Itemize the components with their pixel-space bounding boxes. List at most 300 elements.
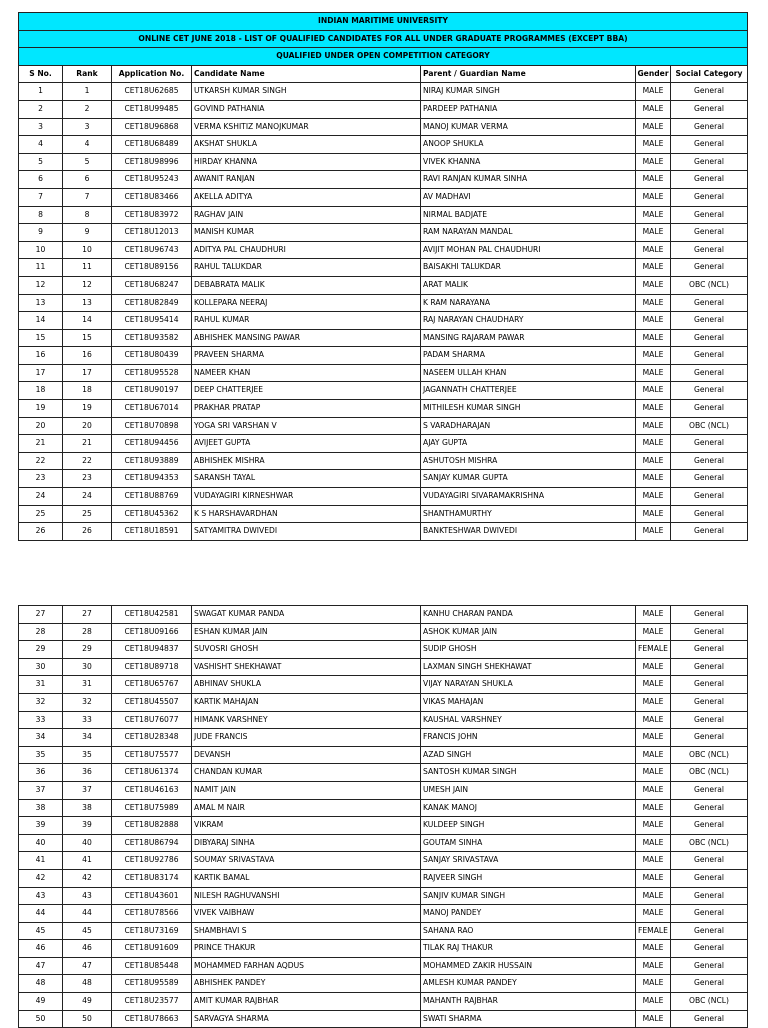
social-category-cell: General — [671, 641, 748, 659]
sno-cell: 11 — [19, 259, 63, 277]
rank-cell: 3 — [63, 118, 112, 136]
candidate-name-cell: NAMEER KHAN — [192, 364, 421, 382]
social-category-cell: General — [671, 852, 748, 870]
candidate-name-cell: RAGHAV JAIN — [192, 206, 421, 224]
application-no-cell: CET18U45362 — [112, 505, 192, 523]
gender-cell: MALE — [636, 957, 671, 975]
table-row — [19, 746, 748, 764]
rank-cell: 50 — [63, 1010, 112, 1028]
gender-cell: MALE — [636, 852, 671, 870]
candidate-name-cell: HIMANK VARSHNEY — [192, 711, 421, 729]
candidate-name-cell: ABHINAV SHUKLA — [192, 676, 421, 694]
sno-cell: 5 — [19, 153, 63, 171]
parent-name-cell: MANOJ KUMAR VERMA — [421, 118, 636, 136]
social-category-cell: General — [671, 957, 748, 975]
table-row — [19, 364, 748, 382]
gender-cell: MALE — [636, 1010, 671, 1028]
gender-cell: MALE — [636, 711, 671, 729]
parent-name-cell: PADAM SHARMA — [421, 347, 636, 365]
parent-name-cell: NIRAJ KUMAR SINGH — [421, 83, 636, 101]
table-row — [19, 136, 748, 154]
social-category-cell: General — [671, 206, 748, 224]
table-row — [19, 206, 748, 224]
application-no-cell: CET18U94456 — [112, 435, 192, 453]
rank-cell: 1 — [63, 83, 112, 101]
sno-cell: 6 — [19, 171, 63, 189]
rank-cell: 25 — [63, 505, 112, 523]
application-no-cell: CET18U18591 — [112, 523, 192, 541]
table-row — [19, 118, 748, 136]
candidate-name-cell: SARVAGYA SHARMA — [192, 1010, 421, 1028]
application-no-cell: CET18U23577 — [112, 993, 192, 1011]
rank-cell: 41 — [63, 852, 112, 870]
candidate-name-cell: JUDE FRANCIS — [192, 729, 421, 747]
candidate-name-cell: VUDAYAGIRI KIRNESHWAR — [192, 488, 421, 506]
sno-cell: 46 — [19, 940, 63, 958]
candidate-name-cell: UTKARSH KUMAR SINGH — [192, 83, 421, 101]
table-row — [19, 940, 748, 958]
gender-cell: MALE — [636, 523, 671, 541]
candidate-name-cell: RAHUL TALUKDAR — [192, 259, 421, 277]
header-list-title-row — [19, 30, 748, 48]
rank-cell: 21 — [63, 435, 112, 453]
social-category-cell: General — [671, 188, 748, 206]
table-row — [19, 276, 748, 294]
application-no-cell: CET18U94353 — [112, 470, 192, 488]
table-row — [19, 488, 748, 506]
table-row — [19, 100, 748, 118]
rank-cell: 10 — [63, 241, 112, 259]
gender-cell: MALE — [636, 623, 671, 641]
candidate-name-cell: KARTIK MAHAJAN — [192, 693, 421, 711]
social-category-cell: General — [671, 817, 748, 835]
sno-cell: 35 — [19, 746, 63, 764]
gender-cell: MALE — [636, 400, 671, 418]
application-no-cell: CET18U83174 — [112, 869, 192, 887]
sno-cell: 33 — [19, 711, 63, 729]
rank-cell: 18 — [63, 382, 112, 400]
gender-cell: MALE — [636, 781, 671, 799]
gender-cell: MALE — [636, 417, 671, 435]
rank-cell: 23 — [63, 470, 112, 488]
gender-cell: MALE — [636, 171, 671, 189]
parent-name-cell: FRANCIS JOHN — [421, 729, 636, 747]
gender-cell: MALE — [636, 347, 671, 365]
rank-cell: 38 — [63, 799, 112, 817]
table-row — [19, 869, 748, 887]
social-category-cell: General — [671, 83, 748, 101]
table-row — [19, 711, 748, 729]
social-category-cell: General — [671, 488, 748, 506]
parent-name-cell: PARDEEP PATHANIA — [421, 100, 636, 118]
table-row — [19, 693, 748, 711]
application-no-cell: CET18U95414 — [112, 312, 192, 330]
parent-name-cell: MOHAMMED ZAKIR HUSSAIN — [421, 957, 636, 975]
parent-name-cell: ARAT MALIK — [421, 276, 636, 294]
candidate-name-cell: ESHAN KUMAR JAIN — [192, 623, 421, 641]
social-category-cell: General — [671, 329, 748, 347]
application-no-cell: CET18U68247 — [112, 276, 192, 294]
col-header-rank: Rank — [63, 65, 112, 83]
qualified-candidates-table-page1 — [18, 12, 748, 541]
table-row — [19, 452, 748, 470]
gender-cell: MALE — [636, 224, 671, 242]
parent-name-cell: VIKAS MAHAJAN — [421, 693, 636, 711]
candidate-name-cell: DEEP CHATTERJEE — [192, 382, 421, 400]
table-row — [19, 764, 748, 782]
social-category-cell: OBC (NCL) — [671, 764, 748, 782]
rank-cell: 13 — [63, 294, 112, 312]
sno-cell: 10 — [19, 241, 63, 259]
sno-cell: 44 — [19, 905, 63, 923]
rank-cell: 30 — [63, 658, 112, 676]
parent-name-cell: AVIJIT MOHAN PAL CHAUDHURI — [421, 241, 636, 259]
gender-cell: MALE — [636, 505, 671, 523]
table-row — [19, 658, 748, 676]
social-category-cell: General — [671, 171, 748, 189]
gender-cell: MALE — [636, 764, 671, 782]
sno-cell: 23 — [19, 470, 63, 488]
social-category-cell: General — [671, 118, 748, 136]
table-row — [19, 523, 748, 541]
gender-cell: MALE — [636, 206, 671, 224]
table-row — [19, 623, 748, 641]
rank-cell: 46 — [63, 940, 112, 958]
table-row — [19, 188, 748, 206]
sno-cell: 43 — [19, 887, 63, 905]
candidate-name-cell: DIBYARAJ SINHA — [192, 834, 421, 852]
application-no-cell: CET18U96868 — [112, 118, 192, 136]
table-row — [19, 400, 748, 418]
rank-cell: 35 — [63, 746, 112, 764]
application-no-cell: CET18U43601 — [112, 887, 192, 905]
candidate-name-cell: MOHAMMED FARHAN AQDUS — [192, 957, 421, 975]
rank-cell: 22 — [63, 452, 112, 470]
rank-cell: 6 — [63, 171, 112, 189]
rank-cell: 36 — [63, 764, 112, 782]
rank-cell: 11 — [63, 259, 112, 277]
sno-cell: 17 — [19, 364, 63, 382]
candidate-name-cell: MANISH KUMAR — [192, 224, 421, 242]
gender-cell: MALE — [636, 658, 671, 676]
candidate-name-cell: AMIT KUMAR RAJBHAR — [192, 993, 421, 1011]
parent-name-cell: BAISAKHI TALUKDAR — [421, 259, 636, 277]
gender-cell: MALE — [636, 452, 671, 470]
table-row — [19, 905, 748, 923]
rank-cell: 4 — [63, 136, 112, 154]
candidate-name-cell: PRAKHAR PRATAP — [192, 400, 421, 418]
sno-cell: 38 — [19, 799, 63, 817]
header-university-row — [19, 13, 748, 31]
social-category-cell: General — [671, 523, 748, 541]
gender-cell: MALE — [636, 382, 671, 400]
parent-name-cell: SANJIV KUMAR SINGH — [421, 887, 636, 905]
gender-cell: MALE — [636, 746, 671, 764]
candidate-name-cell: ADITYA PAL CHAUDHURI — [192, 241, 421, 259]
candidate-name-cell: HIRDAY KHANNA — [192, 153, 421, 171]
table-row — [19, 312, 748, 330]
application-no-cell: CET18U98996 — [112, 153, 192, 171]
application-no-cell: CET18U28348 — [112, 729, 192, 747]
rank-cell: 47 — [63, 957, 112, 975]
application-no-cell: CET18U95243 — [112, 171, 192, 189]
application-no-cell: CET18U62685 — [112, 83, 192, 101]
application-no-cell: CET18U78566 — [112, 905, 192, 923]
table-row — [19, 606, 748, 624]
gender-cell: MALE — [636, 940, 671, 958]
rank-cell: 26 — [63, 523, 112, 541]
parent-name-cell: MANSING RAJARAM PAWAR — [421, 329, 636, 347]
table-row — [19, 417, 748, 435]
parent-name-cell: MITHILESH KUMAR SINGH — [421, 400, 636, 418]
parent-name-cell: AMLESH KUMAR PANDEY — [421, 975, 636, 993]
candidate-name-cell: SOUMAY SRIVASTAVA — [192, 852, 421, 870]
candidate-name-cell: DEBABRATA MALIK — [192, 276, 421, 294]
table-row — [19, 922, 748, 940]
application-no-cell: CET18U93889 — [112, 452, 192, 470]
sno-cell: 34 — [19, 729, 63, 747]
sno-cell: 1 — [19, 83, 63, 101]
rank-cell: 28 — [63, 623, 112, 641]
rank-cell: 14 — [63, 312, 112, 330]
application-no-cell: CET18U95528 — [112, 364, 192, 382]
application-no-cell: CET18U61374 — [112, 764, 192, 782]
application-no-cell: CET18U89718 — [112, 658, 192, 676]
sno-cell: 20 — [19, 417, 63, 435]
parent-name-cell: LAXMAN SINGH SHEKHAWAT — [421, 658, 636, 676]
rank-cell: 39 — [63, 817, 112, 835]
application-no-cell: CET18U67014 — [112, 400, 192, 418]
header-category-row — [19, 48, 748, 66]
gender-cell: MALE — [636, 294, 671, 312]
rank-cell: 12 — [63, 276, 112, 294]
application-no-cell: CET18U80439 — [112, 347, 192, 365]
table-row — [19, 224, 748, 242]
table-row — [19, 957, 748, 975]
social-category-cell: General — [671, 224, 748, 242]
rank-cell: 27 — [63, 606, 112, 624]
parent-name-cell: SANTOSH KUMAR SINGH — [421, 764, 636, 782]
candidate-name-cell: ABHISHEK MANSING PAWAR — [192, 329, 421, 347]
candidate-name-cell: SHAMBHAVI S — [192, 922, 421, 940]
sno-cell: 50 — [19, 1010, 63, 1028]
candidate-name-cell: ABHISHEK PANDEY — [192, 975, 421, 993]
social-category-cell: General — [671, 505, 748, 523]
application-no-cell: CET18U73169 — [112, 922, 192, 940]
candidate-name-cell: NAMIT JAIN — [192, 781, 421, 799]
sno-cell: 13 — [19, 294, 63, 312]
table-row — [19, 975, 748, 993]
table-row — [19, 641, 748, 659]
social-category-cell: General — [671, 435, 748, 453]
gender-cell: MALE — [636, 729, 671, 747]
parent-name-cell: SUDIP GHOSH — [421, 641, 636, 659]
rank-cell: 48 — [63, 975, 112, 993]
table-row — [19, 505, 748, 523]
sno-cell: 37 — [19, 781, 63, 799]
col-header-gender: Gender — [636, 65, 671, 83]
parent-name-cell: RAVI RANJAN KUMAR SINHA — [421, 171, 636, 189]
table-row — [19, 852, 748, 870]
parent-name-cell: S VARADHARAJAN — [421, 417, 636, 435]
parent-name-cell: TILAK RAJ THAKUR — [421, 940, 636, 958]
candidate-name-cell: AVIJEET GUPTA — [192, 435, 421, 453]
gender-cell: MALE — [636, 153, 671, 171]
parent-name-cell: GOUTAM SINHA — [421, 834, 636, 852]
rank-cell: 19 — [63, 400, 112, 418]
sno-cell: 8 — [19, 206, 63, 224]
gender-cell: MALE — [636, 118, 671, 136]
application-no-cell: CET18U96743 — [112, 241, 192, 259]
sno-cell: 9 — [19, 224, 63, 242]
application-no-cell: CET18U09166 — [112, 623, 192, 641]
social-category-cell: General — [671, 975, 748, 993]
application-no-cell: CET18U76077 — [112, 711, 192, 729]
gender-cell: MALE — [636, 276, 671, 294]
sno-cell: 12 — [19, 276, 63, 294]
candidate-name-cell: VASHISHT SHEKHAWAT — [192, 658, 421, 676]
rank-cell: 9 — [63, 224, 112, 242]
gender-cell: MALE — [636, 259, 671, 277]
gender-cell: MALE — [636, 100, 671, 118]
candidate-name-cell: K S HARSHAVARDHAN — [192, 505, 421, 523]
candidate-name-cell: VIKRAM — [192, 817, 421, 835]
application-no-cell: CET18U85448 — [112, 957, 192, 975]
rank-cell: 20 — [63, 417, 112, 435]
gender-cell: MALE — [636, 817, 671, 835]
social-category-cell: General — [671, 729, 748, 747]
gender-cell: FEMALE — [636, 922, 671, 940]
rank-cell: 43 — [63, 887, 112, 905]
rank-cell: 44 — [63, 905, 112, 923]
gender-cell: MALE — [636, 676, 671, 694]
candidate-name-cell: RAHUL KUMAR — [192, 312, 421, 330]
sno-cell: 41 — [19, 852, 63, 870]
table-row — [19, 834, 748, 852]
application-no-cell: CET18U89156 — [112, 259, 192, 277]
parent-name-cell: ANOOP SHUKLA — [421, 136, 636, 154]
table-row — [19, 241, 748, 259]
rank-cell: 15 — [63, 329, 112, 347]
application-no-cell: CET18U91609 — [112, 940, 192, 958]
table-row — [19, 153, 748, 171]
col-header-candidate-name: Candidate Name — [192, 65, 421, 83]
application-no-cell: CET18U82849 — [112, 294, 192, 312]
parent-name-cell: BANKTESHWAR DWIVEDI — [421, 523, 636, 541]
social-category-cell: General — [671, 658, 748, 676]
sno-cell: 32 — [19, 693, 63, 711]
parent-name-cell: VUDAYAGIRI SIVARAMAKRISHNA — [421, 488, 636, 506]
table-row — [19, 729, 748, 747]
parent-name-cell: SWATI SHARMA — [421, 1010, 636, 1028]
rank-cell: 31 — [63, 676, 112, 694]
sno-cell: 45 — [19, 922, 63, 940]
table-row — [19, 781, 748, 799]
sno-cell: 4 — [19, 136, 63, 154]
sno-cell: 18 — [19, 382, 63, 400]
gender-cell: MALE — [636, 905, 671, 923]
gender-cell: MALE — [636, 188, 671, 206]
social-category-cell: General — [671, 623, 748, 641]
application-no-cell: CET18U83466 — [112, 188, 192, 206]
table-row — [19, 887, 748, 905]
candidate-name-cell: PRAVEEN SHARMA — [192, 347, 421, 365]
parent-name-cell: MAHANTH RAJBHAR — [421, 993, 636, 1011]
application-no-cell: CET18U68489 — [112, 136, 192, 154]
gender-cell: MALE — [636, 606, 671, 624]
application-no-cell: CET18U90197 — [112, 382, 192, 400]
table-row — [19, 347, 748, 365]
candidate-name-cell: ABHISHEK MISHRA — [192, 452, 421, 470]
parent-name-cell: NASEEM ULLAH KHAN — [421, 364, 636, 382]
candidate-name-cell: CHANDAN KUMAR — [192, 764, 421, 782]
social-category-cell: General — [671, 347, 748, 365]
application-no-cell: CET18U78663 — [112, 1010, 192, 1028]
social-category-cell: General — [671, 452, 748, 470]
rank-cell: 17 — [63, 364, 112, 382]
gender-cell: MALE — [636, 241, 671, 259]
sno-cell: 26 — [19, 523, 63, 541]
social-category-cell: OBC (NCL) — [671, 417, 748, 435]
sno-cell: 19 — [19, 400, 63, 418]
candidate-name-cell: PRINCE THAKUR — [192, 940, 421, 958]
gender-cell: MALE — [636, 975, 671, 993]
column-header-row — [19, 65, 748, 83]
candidate-name-cell: KOLLEPARA NEERAJ — [192, 294, 421, 312]
sno-cell: 25 — [19, 505, 63, 523]
gender-cell: MALE — [636, 799, 671, 817]
gender-cell: MALE — [636, 693, 671, 711]
social-category-cell: OBC (NCL) — [671, 834, 748, 852]
parent-name-cell: KANHU CHARAN PANDA — [421, 606, 636, 624]
candidate-name-cell: SATYAMITRA DWIVEDI — [192, 523, 421, 541]
application-no-cell: CET18U12013 — [112, 224, 192, 242]
rank-cell: 16 — [63, 347, 112, 365]
parent-name-cell: VIVEK KHANNA — [421, 153, 636, 171]
gender-cell: MALE — [636, 488, 671, 506]
rank-cell: 42 — [63, 869, 112, 887]
social-category-cell: General — [671, 1010, 748, 1028]
rank-cell: 29 — [63, 641, 112, 659]
parent-name-cell: RAJVEER SINGH — [421, 869, 636, 887]
sno-cell: 47 — [19, 957, 63, 975]
sno-cell: 14 — [19, 312, 63, 330]
application-no-cell: CET18U83972 — [112, 206, 192, 224]
parent-name-cell: K RAM NARAYANA — [421, 294, 636, 312]
parent-name-cell: SAHANA RAO — [421, 922, 636, 940]
sno-cell: 21 — [19, 435, 63, 453]
table-row — [19, 382, 748, 400]
social-category-cell: General — [671, 711, 748, 729]
social-category-cell: General — [671, 693, 748, 711]
table-row — [19, 993, 748, 1011]
social-category-cell: General — [671, 887, 748, 905]
candidate-name-cell: KARTIK BAMAL — [192, 869, 421, 887]
sno-cell: 22 — [19, 452, 63, 470]
application-no-cell: CET18U65767 — [112, 676, 192, 694]
candidate-name-cell: NILESH RAGHUVANSHI — [192, 887, 421, 905]
sno-cell: 28 — [19, 623, 63, 641]
parent-name-cell: KAUSHAL VARSHNEY — [421, 711, 636, 729]
sno-cell: 29 — [19, 641, 63, 659]
parent-name-cell: SHANTHAMURTHY — [421, 505, 636, 523]
table-row — [19, 329, 748, 347]
sno-cell: 2 — [19, 100, 63, 118]
parent-name-cell: NIRMAL BADJATE — [421, 206, 636, 224]
parent-name-cell: SANJAY KUMAR GUPTA — [421, 470, 636, 488]
sno-cell: 30 — [19, 658, 63, 676]
gender-cell: MALE — [636, 136, 671, 154]
